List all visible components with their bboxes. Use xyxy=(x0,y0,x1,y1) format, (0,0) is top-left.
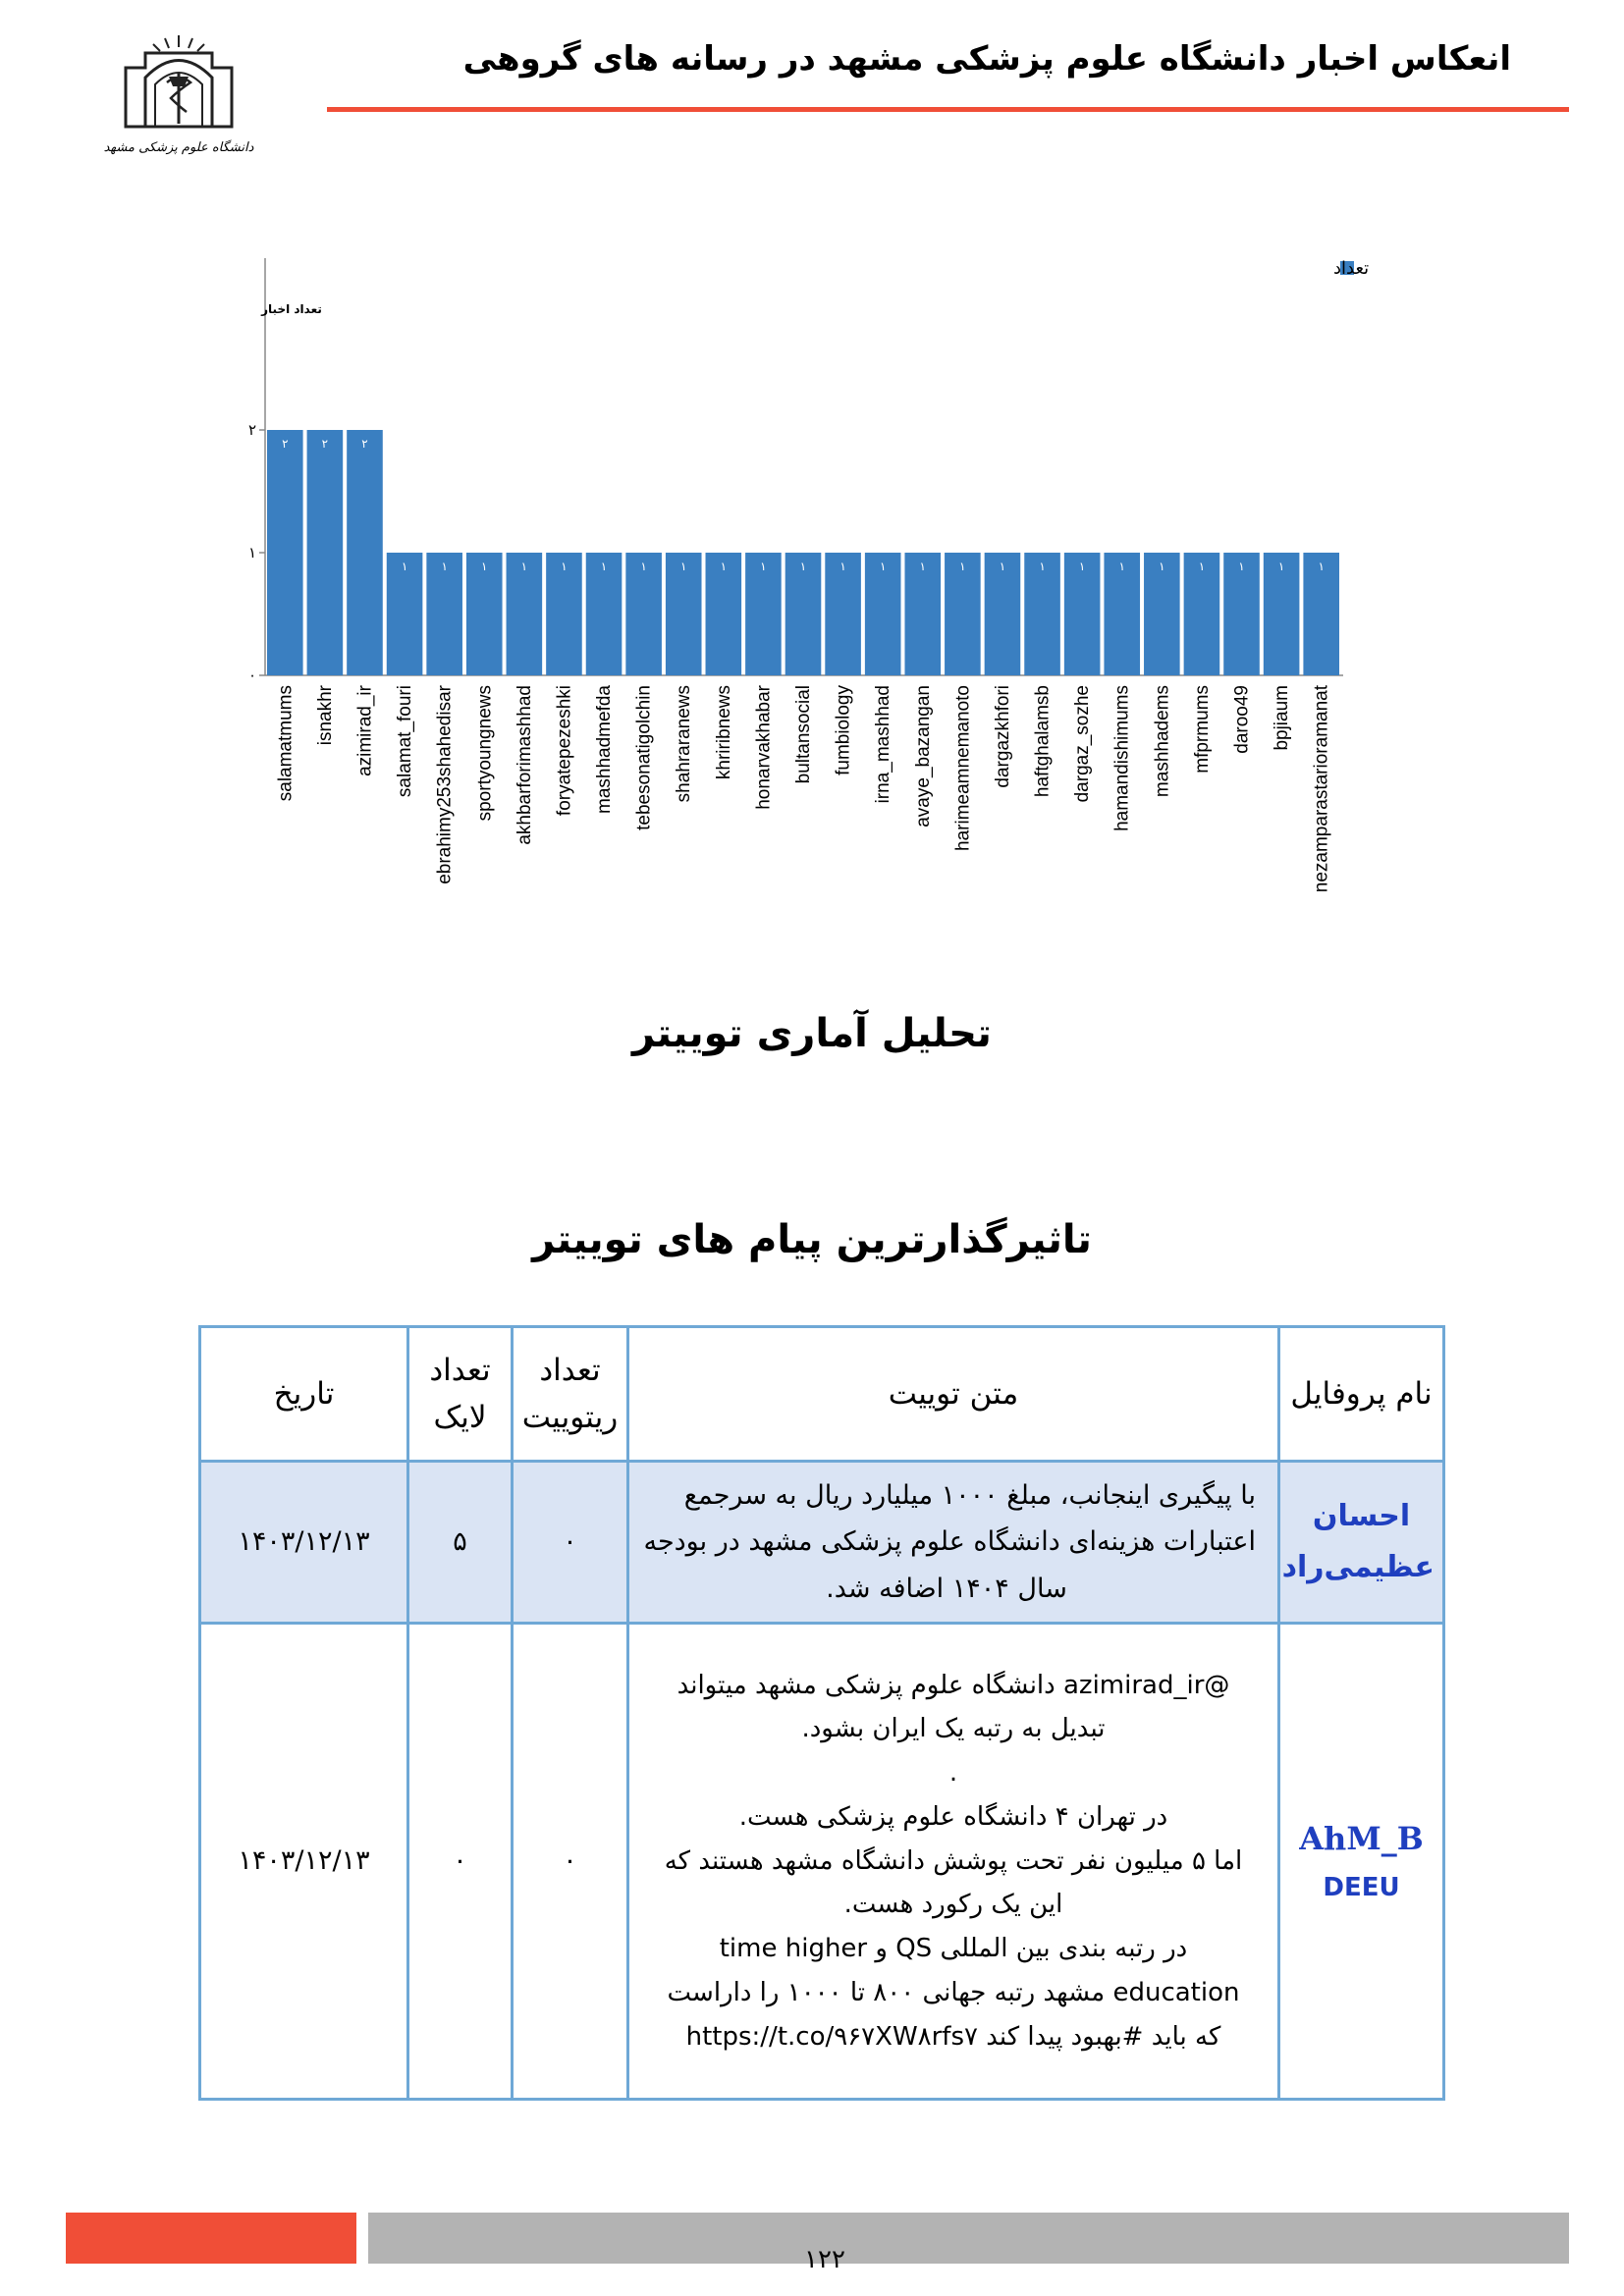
bar-value-label: ۱ xyxy=(441,560,448,573)
bar-value-label: ۱ xyxy=(600,560,608,573)
x-tick-label: honarvakhabar xyxy=(753,685,775,810)
page-number: ۱۲۲ xyxy=(804,2245,845,2274)
y-tick-label: ۰ xyxy=(247,667,256,684)
retweet-count: ۰ xyxy=(513,1462,628,1624)
tweet-line: @azimirad_ir دانشگاه علوم پزشکی مشهد میتواند xyxy=(677,1670,1230,1700)
tweet-line: تبدیل به رتبه یک ایران بشود. xyxy=(801,1714,1106,1744)
bar-value-label: ۱ xyxy=(401,560,408,573)
header-likes-line1: تعداد xyxy=(429,1352,491,1388)
tweet-text-cell xyxy=(628,1462,1279,1624)
bar-value-label: ۱ xyxy=(1118,560,1125,573)
bar-value-label: ۱ xyxy=(879,560,887,573)
x-tick-label: azimirad_ir xyxy=(354,685,376,776)
bar-value-label: ۱ xyxy=(1238,560,1245,573)
tweet-line: اما ۵ میلیون نفر تحت پوشش دانشگاه مشهد هستند که xyxy=(664,1845,1243,1876)
bar-value-label: ۱ xyxy=(760,560,767,573)
header-tweet-text: متن توییت xyxy=(628,1327,1279,1462)
x-tick-label: hamandishimums xyxy=(1111,685,1133,831)
x-tick-label: sportyoungnews xyxy=(474,685,496,822)
header-retweets-line1: تعداد xyxy=(539,1352,601,1388)
x-tick-label: daroo49 xyxy=(1231,685,1253,754)
bar-value-label: ۱ xyxy=(1039,560,1046,573)
legend-label: تعداد xyxy=(1333,258,1370,279)
table-row xyxy=(200,1624,1444,2100)
chart-bars xyxy=(267,430,1339,675)
retweet-count: ۰ xyxy=(513,1624,628,2100)
x-tick-label: fumbiology xyxy=(833,685,854,775)
header-date: تاریخ xyxy=(200,1327,408,1462)
stats-section-title: تحلیل آماری توییتر xyxy=(632,1011,992,1056)
bar-value-label: ۱ xyxy=(1198,560,1206,573)
x-tick-label: harimeamnemanoto xyxy=(952,685,974,851)
tweet-line: در تهران ۴ دانشگاه علوم پزشکی هست. xyxy=(738,1801,1168,1832)
bar xyxy=(307,430,344,675)
bar-value-label: ۱ xyxy=(919,560,927,573)
profile-name[interactable]: احسان xyxy=(1312,1498,1411,1533)
header-retweets-line2: ریتوییت xyxy=(521,1400,619,1435)
like-count: ۰ xyxy=(408,1624,513,2100)
profile-name-line2[interactable]: DEEU xyxy=(1323,1873,1400,1903)
bar-value-label: ۱ xyxy=(959,560,966,573)
tweet-line: . xyxy=(948,1758,958,1789)
x-tick-label: dargaz_sozhe xyxy=(1072,685,1094,803)
header-divider xyxy=(327,107,1569,112)
profile-name[interactable]: AhM_B xyxy=(1299,1820,1424,1858)
bar-value-label: ۱ xyxy=(679,560,687,573)
bar-value-label: ۱ xyxy=(640,560,647,573)
tweet-text-cell xyxy=(628,1624,1279,2100)
x-tick-label: avaye_bazangan xyxy=(912,685,934,828)
tweet-line: سال ۱۴۰۴ اضافه شد. xyxy=(826,1573,1067,1604)
bar-chart xyxy=(236,240,1370,972)
footer-grey-bar xyxy=(368,2213,1569,2264)
profile-cell xyxy=(1279,1624,1444,2100)
x-tick-label: isnakhr xyxy=(314,685,336,746)
bar-value-label: ۱ xyxy=(1078,560,1086,573)
top-tweets-table xyxy=(198,1325,1445,2101)
header-likes xyxy=(408,1327,513,1462)
top-tweets-section-title: تاثیرگذارترین پیام های توییتر xyxy=(532,1217,1092,1262)
y-axis-title: تعداد اخبار xyxy=(261,302,322,316)
footer-red-bar xyxy=(66,2213,356,2264)
tweet-line: با پیگیری اینجانب، مبلغ ۱۰۰۰ میلیارد ریال به سرجمع xyxy=(683,1480,1256,1512)
x-tick-label: mashhadems xyxy=(1152,684,1173,798)
tweet-date: ۱۴۰۳/۱۲/۱۳ xyxy=(200,1462,408,1624)
bar-value-label: ۲ xyxy=(282,437,289,451)
bar-value-label: ۱ xyxy=(520,560,528,573)
bar-value-label: ۱ xyxy=(481,560,488,573)
x-tick-label: khriribnews xyxy=(713,685,734,780)
bar-value-label: ۱ xyxy=(799,560,807,573)
university-logo xyxy=(103,33,254,166)
bar-value-label: ۲ xyxy=(321,437,329,451)
table-header-row xyxy=(200,1327,1444,1462)
y-tick-label: ۱ xyxy=(247,544,256,561)
header-title: انعکاس اخبار دانشگاه علوم پزشکی مشهد در رسانه های گروهی xyxy=(462,39,1511,79)
x-tick-label: mfprmums xyxy=(1191,685,1213,774)
bar-value-label: ۲ xyxy=(361,437,368,451)
x-tick-label: ebrahimy253shahedisar xyxy=(434,685,456,884)
bar-value-label: ۱ xyxy=(561,560,568,573)
x-tick-label: foryatepezeshki xyxy=(554,685,575,817)
table-row xyxy=(200,1462,1444,1624)
bar-value-label: ۱ xyxy=(999,560,1006,573)
bar-value-label: ۱ xyxy=(1318,560,1325,573)
x-tick-label: nezamparastarioramanat xyxy=(1311,685,1332,893)
x-tick-label: bultansocial xyxy=(793,685,814,784)
bar-value-label: ۱ xyxy=(1159,560,1165,573)
header-retweets xyxy=(513,1327,628,1462)
profile-name-line2[interactable]: عظیمی‌راد xyxy=(1281,1550,1435,1584)
tweet-line: در رتبه بندی بین المللی QS و time higher xyxy=(719,1934,1188,1964)
tweet-date: ۱۴۰۳/۱۲/۱۳ xyxy=(200,1624,408,2100)
bar xyxy=(267,430,303,675)
x-tick-label: salamatmums xyxy=(275,685,297,802)
x-tick-label: salamat_fouri xyxy=(395,685,416,798)
header-likes-line2: لایک xyxy=(433,1400,487,1435)
bar xyxy=(347,430,383,675)
tweet-line: اعتبارات هزینه‌ای دانشگاه علوم پزشکی مشهد در بودجه xyxy=(643,1526,1256,1558)
y-tick-label: ۲ xyxy=(247,421,256,439)
tweet-line: این یک رکورد هست. xyxy=(843,1890,1063,1920)
bar-value-label: ۱ xyxy=(1277,560,1285,573)
x-tick-label: dargazkhfori xyxy=(992,685,1013,788)
x-tick-label: irna_mashhad xyxy=(873,685,894,804)
bar-value-label: ۱ xyxy=(720,560,728,573)
profile-cell xyxy=(1279,1462,1444,1624)
like-count: ۵ xyxy=(408,1462,513,1624)
bar-value-label: ۱ xyxy=(839,560,846,573)
header-profile: نام پروفایل xyxy=(1279,1327,1444,1462)
x-tick-label: mashhadmefda xyxy=(594,685,616,814)
x-tick-label: akhbarforimashhad xyxy=(514,685,535,845)
tweet-line: education مشهد رتبه جهانی ۸۰۰ تا ۱۰۰۰ را داراست xyxy=(667,1977,1240,2007)
x-tick-label: shahraranews xyxy=(674,685,695,803)
logo-caption: دانشگاه علوم پزشکی مشهد xyxy=(103,140,254,155)
x-tick-label: bpjiaum xyxy=(1272,685,1293,751)
tweet-line[interactable]: که باید #بهبود پیدا کند https://t.co/۹۶۷XW۸rfs۷ xyxy=(685,2021,1221,2052)
x-tick-label: haftghalamsb xyxy=(1032,685,1054,798)
x-tick-label: tebesonatigolchin xyxy=(633,685,655,830)
